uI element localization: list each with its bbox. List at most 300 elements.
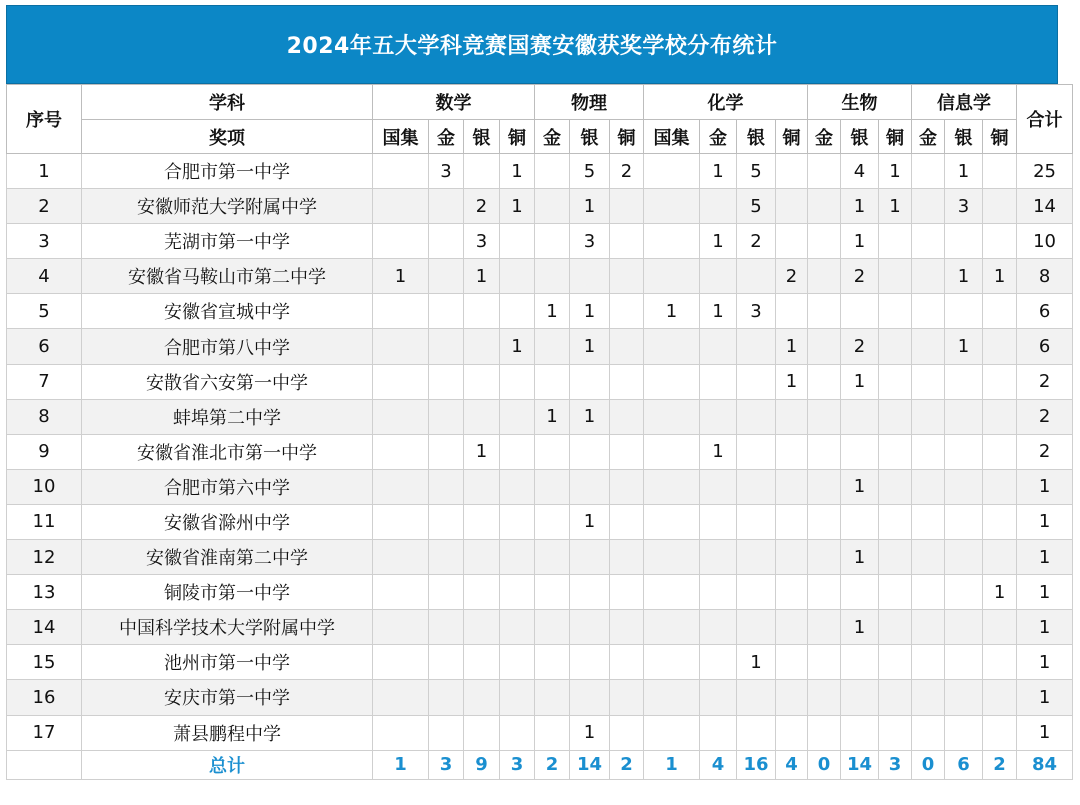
award-count-cell <box>912 329 945 364</box>
award-count-cell: 5 <box>737 189 776 224</box>
award-count-cell: 1 <box>700 434 737 469</box>
award-count-cell <box>912 259 945 294</box>
school-name: 中国科学技术大学附属中学 <box>82 610 373 645</box>
award-count-cell <box>429 224 464 259</box>
award-count-cell <box>912 680 945 715</box>
award-count-cell: 1 <box>500 154 535 189</box>
award-count-cell <box>737 715 776 750</box>
table-row <box>7 259 1073 294</box>
table-row <box>7 540 1073 575</box>
row-total: 14 <box>1017 189 1073 224</box>
award-count-cell <box>737 434 776 469</box>
award-count-cell <box>644 154 700 189</box>
table-title: 2024年五大学科竞赛国赛安徽获奖学校分布统计 <box>6 5 1058 84</box>
totals-cell: 3 <box>879 750 912 779</box>
award-count-cell <box>776 715 808 750</box>
award-count-cell <box>841 399 879 434</box>
award-count-cell <box>879 540 912 575</box>
award-count-cell <box>945 434 983 469</box>
totals-cell: 16 <box>737 750 776 779</box>
row-index: 15 <box>7 645 82 680</box>
award-count-cell <box>776 469 808 504</box>
award-count-cell: 1 <box>776 329 808 364</box>
award-count-cell <box>912 224 945 259</box>
award-count-cell <box>879 715 912 750</box>
award-count-cell <box>535 364 570 399</box>
school-name: 铜陵市第一中学 <box>82 575 373 610</box>
totals-cell: 6 <box>945 750 983 779</box>
award-count-cell <box>570 540 610 575</box>
award-count-cell <box>912 540 945 575</box>
award-count-cell <box>570 575 610 610</box>
row-total: 8 <box>1017 259 1073 294</box>
award-count-cell: 4 <box>841 154 879 189</box>
award-count-cell <box>808 154 841 189</box>
award-count-cell <box>983 469 1017 504</box>
award-count-cell <box>535 645 570 680</box>
row-index: 9 <box>7 434 82 469</box>
award-count-cell <box>535 259 570 294</box>
award-count-cell <box>644 434 700 469</box>
award-count-cell <box>945 294 983 329</box>
row-index: 5 <box>7 294 82 329</box>
award-count-cell <box>879 294 912 329</box>
award-count-cell <box>700 329 737 364</box>
award-count-cell: 1 <box>879 189 912 224</box>
award-count-cell: 1 <box>700 294 737 329</box>
award-count-cell <box>737 259 776 294</box>
award-count-cell <box>776 399 808 434</box>
award-count-cell <box>700 540 737 575</box>
award-count-cell <box>945 399 983 434</box>
award-count-cell <box>464 610 500 645</box>
award-count-cell: 1 <box>841 224 879 259</box>
award-count-cell <box>776 189 808 224</box>
award-count-cell <box>983 189 1017 224</box>
award-col-header: 银 <box>737 120 776 154</box>
row-index: 13 <box>7 575 82 610</box>
award-count-cell <box>808 504 841 539</box>
award-count-cell <box>841 504 879 539</box>
subject-chemistry-header: 化学 <box>644 85 808 120</box>
award-count-cell <box>500 294 535 329</box>
school-name: 芜湖市第一中学 <box>82 224 373 259</box>
award-count-cell <box>879 259 912 294</box>
award-count-cell <box>464 680 500 715</box>
award-count-cell <box>535 504 570 539</box>
award-count-cell <box>644 399 700 434</box>
table-row <box>7 469 1073 504</box>
award-count-cell <box>808 329 841 364</box>
totals-cell: 14 <box>841 750 879 779</box>
award-count-cell <box>570 680 610 715</box>
award-col-header: 国集 <box>644 120 700 154</box>
award-count-cell <box>429 575 464 610</box>
award-count-cell <box>373 469 429 504</box>
award-count-cell <box>464 469 500 504</box>
award-count-cell <box>912 294 945 329</box>
subject-physics-header: 物理 <box>535 85 644 120</box>
award-count-cell <box>429 645 464 680</box>
award-count-cell <box>983 294 1017 329</box>
award-count-cell <box>808 610 841 645</box>
award-count-cell <box>500 399 535 434</box>
award-count-cell <box>808 434 841 469</box>
award-count-cell <box>429 680 464 715</box>
table-row <box>7 189 1073 224</box>
table-row <box>7 329 1073 364</box>
award-count-cell <box>373 189 429 224</box>
award-count-cell <box>945 575 983 610</box>
award-count-cell <box>610 645 644 680</box>
award-count-cell <box>429 364 464 399</box>
totals-cell: 3 <box>429 750 464 779</box>
award-count-cell: 2 <box>776 259 808 294</box>
award-col-header: 金 <box>429 120 464 154</box>
award-count-cell <box>983 399 1017 434</box>
award-count-cell: 1 <box>945 329 983 364</box>
totals-cell: 2 <box>535 750 570 779</box>
row-index: 11 <box>7 504 82 539</box>
school-name: 池州市第一中学 <box>82 645 373 680</box>
award-count-cell <box>373 645 429 680</box>
award-count-cell: 1 <box>570 504 610 539</box>
award-count-cell <box>879 434 912 469</box>
award-count-cell <box>429 434 464 469</box>
row-total: 1 <box>1017 715 1073 750</box>
totals-cell: 3 <box>500 750 535 779</box>
award-count-cell <box>983 610 1017 645</box>
award-col-header: 金 <box>912 120 945 154</box>
award-col-header: 铜 <box>776 120 808 154</box>
row-index: 10 <box>7 469 82 504</box>
award-count-cell <box>464 364 500 399</box>
row-index: 14 <box>7 610 82 645</box>
school-name: 安散省六安第一中学 <box>82 364 373 399</box>
award-count-cell <box>535 189 570 224</box>
award-count-cell <box>610 189 644 224</box>
table-row <box>7 224 1073 259</box>
spreadsheet <box>6 5 1063 780</box>
award-col-header: 银 <box>841 120 879 154</box>
row-total: 10 <box>1017 224 1073 259</box>
row-total: 1 <box>1017 469 1073 504</box>
award-count-cell: 1 <box>500 329 535 364</box>
award-count-cell <box>776 154 808 189</box>
award-count-cell: 1 <box>841 610 879 645</box>
table-row <box>7 645 1073 680</box>
award-count-cell <box>983 329 1017 364</box>
award-count-cell <box>535 575 570 610</box>
award-count-cell <box>464 715 500 750</box>
award-count-cell: 3 <box>429 154 464 189</box>
award-count-cell <box>983 434 1017 469</box>
award-count-cell: 2 <box>610 154 644 189</box>
row-index: 2 <box>7 189 82 224</box>
award-count-cell <box>879 364 912 399</box>
award-count-cell <box>808 189 841 224</box>
award-count-cell <box>500 364 535 399</box>
row-total: 25 <box>1017 154 1073 189</box>
award-count-cell <box>879 610 912 645</box>
award-count-cell <box>700 645 737 680</box>
subject-biology-header: 生物 <box>808 85 912 120</box>
award-count-cell: 1 <box>570 294 610 329</box>
award-count-cell <box>737 469 776 504</box>
header-row-awards <box>7 120 1073 154</box>
award-count-cell <box>945 680 983 715</box>
award-count-cell <box>808 645 841 680</box>
award-count-cell <box>500 680 535 715</box>
award-count-cell <box>429 469 464 504</box>
award-count-cell <box>700 575 737 610</box>
award-count-cell <box>500 715 535 750</box>
award-count-cell <box>610 540 644 575</box>
award-count-cell <box>464 329 500 364</box>
award-count-cell <box>879 645 912 680</box>
award-count-cell <box>776 294 808 329</box>
award-count-cell: 1 <box>535 399 570 434</box>
row-index: 3 <box>7 224 82 259</box>
award-count-cell <box>535 224 570 259</box>
table-body <box>7 154 1073 780</box>
totals-label: 总计 <box>82 750 373 779</box>
award-count-cell: 1 <box>570 399 610 434</box>
award-count-cell <box>912 399 945 434</box>
award-count-cell: 3 <box>570 224 610 259</box>
award-count-cell <box>945 469 983 504</box>
award-count-cell <box>644 645 700 680</box>
award-count-cell <box>737 364 776 399</box>
award-count-cell <box>945 224 983 259</box>
award-count-cell <box>500 504 535 539</box>
award-count-cell: 2 <box>737 224 776 259</box>
award-count-cell <box>700 469 737 504</box>
award-count-cell <box>776 680 808 715</box>
school-name: 安徽省淮南第二中学 <box>82 540 373 575</box>
award-count-cell <box>570 645 610 680</box>
school-name: 蚌埠第二中学 <box>82 399 373 434</box>
award-count-cell <box>841 645 879 680</box>
award-count-cell <box>776 610 808 645</box>
award-col-header: 铜 <box>500 120 535 154</box>
award-count-cell <box>644 575 700 610</box>
award-count-cell: 1 <box>879 154 912 189</box>
school-name: 安庆市第一中学 <box>82 680 373 715</box>
award-count-cell <box>464 154 500 189</box>
award-col-header: 金 <box>535 120 570 154</box>
award-count-cell <box>644 364 700 399</box>
totals-cell: 1 <box>373 750 429 779</box>
award-count-cell <box>912 154 945 189</box>
award-count-cell <box>776 434 808 469</box>
award-count-cell <box>373 154 429 189</box>
totals-index-blank <box>7 750 82 779</box>
award-count-cell: 1 <box>841 364 879 399</box>
award-count-cell <box>945 610 983 645</box>
school-name: 合肥市第一中学 <box>82 154 373 189</box>
totals-cell: 1 <box>644 750 700 779</box>
award-count-cell <box>429 610 464 645</box>
award-count-cell <box>737 504 776 539</box>
award-count-cell <box>912 504 945 539</box>
award-count-cell: 1 <box>464 259 500 294</box>
award-count-cell <box>500 540 535 575</box>
award-count-cell: 1 <box>500 189 535 224</box>
award-count-cell <box>983 224 1017 259</box>
award-count-cell <box>808 224 841 259</box>
award-count-cell <box>535 469 570 504</box>
award-count-cell <box>776 540 808 575</box>
totals-cell: 9 <box>464 750 500 779</box>
award-count-cell <box>500 469 535 504</box>
award-count-cell <box>373 610 429 645</box>
award-count-cell: 1 <box>570 189 610 224</box>
award-count-cell: 2 <box>841 259 879 294</box>
award-count-cell <box>610 259 644 294</box>
school-name: 合肥市第八中学 <box>82 329 373 364</box>
grand-total: 84 <box>1017 750 1073 779</box>
award-count-cell <box>945 645 983 680</box>
award-count-cell <box>983 645 1017 680</box>
award-count-cell <box>912 189 945 224</box>
award-count-cell <box>464 540 500 575</box>
row-total: 1 <box>1017 645 1073 680</box>
award-count-cell: 1 <box>983 575 1017 610</box>
row-total: 6 <box>1017 329 1073 364</box>
award-count-cell <box>945 715 983 750</box>
award-col-header: 铜 <box>610 120 644 154</box>
school-name: 安徽省马鞍山市第二中学 <box>82 259 373 294</box>
award-count-cell <box>700 610 737 645</box>
award-count-cell <box>570 434 610 469</box>
award-count-cell <box>700 189 737 224</box>
award-count-cell <box>700 715 737 750</box>
award-count-cell <box>700 680 737 715</box>
award-count-cell: 1 <box>570 329 610 364</box>
award-count-cell <box>737 540 776 575</box>
award-count-cell <box>610 575 644 610</box>
award-count-cell <box>912 469 945 504</box>
award-count-cell <box>983 680 1017 715</box>
award-count-cell <box>500 224 535 259</box>
award-count-cell <box>808 575 841 610</box>
award-count-cell <box>983 715 1017 750</box>
award-count-cell <box>644 189 700 224</box>
award-count-cell <box>879 329 912 364</box>
award-count-cell <box>373 294 429 329</box>
award-count-cell <box>429 399 464 434</box>
award-count-cell <box>464 399 500 434</box>
award-count-cell <box>808 715 841 750</box>
award-count-cell <box>945 504 983 539</box>
award-count-cell <box>570 610 610 645</box>
award-count-cell <box>429 504 464 539</box>
award-count-cell <box>912 610 945 645</box>
row-index: 1 <box>7 154 82 189</box>
row-total: 1 <box>1017 610 1073 645</box>
school-name: 萧县鹏程中学 <box>82 715 373 750</box>
award-count-cell <box>737 575 776 610</box>
award-count-cell <box>983 504 1017 539</box>
award-count-cell: 5 <box>570 154 610 189</box>
award-count-cell <box>373 680 429 715</box>
table-row <box>7 434 1073 469</box>
award-count-cell <box>429 294 464 329</box>
award-count-cell <box>841 715 879 750</box>
award-col-header: 银 <box>945 120 983 154</box>
row-index: 17 <box>7 715 82 750</box>
header-row-subjects <box>7 85 1073 120</box>
award-col-header: 铜 <box>879 120 912 154</box>
table-row <box>7 715 1073 750</box>
award-count-cell <box>464 645 500 680</box>
award-count-cell: 1 <box>983 259 1017 294</box>
award-col-header: 银 <box>464 120 500 154</box>
award-count-cell <box>808 540 841 575</box>
award-count-cell: 5 <box>737 154 776 189</box>
award-count-cell <box>983 364 1017 399</box>
totals-cell: 4 <box>700 750 737 779</box>
award-count-cell <box>610 294 644 329</box>
row-index: 7 <box>7 364 82 399</box>
award-count-cell <box>464 294 500 329</box>
award-count-cell <box>373 224 429 259</box>
totals-cell: 14 <box>570 750 610 779</box>
award-count-cell <box>737 329 776 364</box>
index-header: 序号 <box>7 85 82 154</box>
school-name: 合肥市第六中学 <box>82 469 373 504</box>
award-count-cell: 3 <box>945 189 983 224</box>
table-row <box>7 680 1073 715</box>
award-count-cell <box>912 575 945 610</box>
subject-header: 学科 <box>82 85 373 120</box>
award-count-cell <box>879 469 912 504</box>
row-index: 6 <box>7 329 82 364</box>
award-count-cell: 1 <box>373 259 429 294</box>
row-total: 6 <box>1017 294 1073 329</box>
award-count-cell: 2 <box>841 329 879 364</box>
award-count-cell <box>464 575 500 610</box>
school-name: 安徽省宣城中学 <box>82 294 373 329</box>
award-count-cell: 1 <box>644 294 700 329</box>
award-count-cell: 1 <box>945 154 983 189</box>
award-count-cell <box>983 154 1017 189</box>
subject-informatics-header: 信息学 <box>912 85 1017 120</box>
award-count-cell <box>841 680 879 715</box>
table-row <box>7 154 1073 189</box>
award-count-cell <box>644 224 700 259</box>
award-count-cell <box>500 259 535 294</box>
award-col-header: 铜 <box>983 120 1017 154</box>
award-table <box>6 84 1073 780</box>
row-total: 1 <box>1017 575 1073 610</box>
totals-cell: 4 <box>776 750 808 779</box>
award-count-cell <box>373 715 429 750</box>
award-count-cell <box>610 715 644 750</box>
award-count-cell <box>776 645 808 680</box>
award-count-cell <box>610 610 644 645</box>
award-count-cell <box>644 329 700 364</box>
award-count-cell <box>610 364 644 399</box>
award-count-cell <box>570 259 610 294</box>
row-index: 4 <box>7 259 82 294</box>
award-count-cell <box>879 504 912 539</box>
award-count-cell <box>535 540 570 575</box>
award-count-cell <box>500 645 535 680</box>
award-count-cell <box>700 504 737 539</box>
award-count-cell <box>776 504 808 539</box>
